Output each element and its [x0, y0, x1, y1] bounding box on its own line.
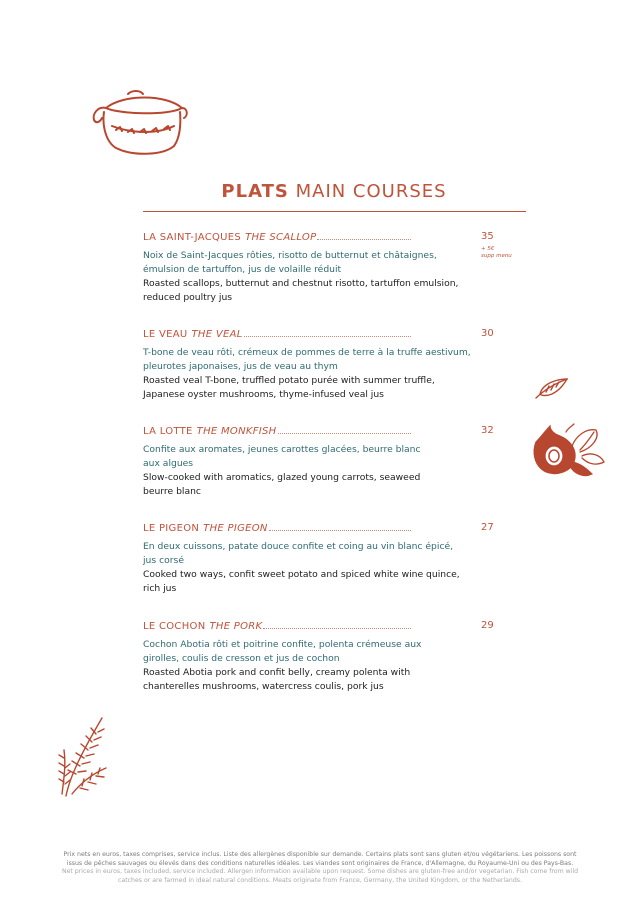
dish-name-en: THE PORK: [209, 621, 263, 632]
dish-title: [143, 620, 411, 632]
dish-name-fr: LA LOTTE: [143, 426, 193, 437]
leaf-illustration: [534, 376, 570, 400]
dish-price: 32: [481, 425, 494, 436]
fig-illustration: [530, 422, 606, 480]
dot-leader: [263, 620, 411, 629]
heading-bold: PLATS: [221, 181, 289, 202]
dish-price: 29: [481, 620, 494, 631]
footer-note-fr: Prix nets en euros, taxes comprises, service inclus. Liste des allergènes disponible sur demande. Certains plats sont sans gluten et/ou végétariens. Les poissons sont issus de pêches sauvages ou élevés dans des conditions naturelles idéales. Les viandes sont originaires de France, d'Allemagne, du Royaume-Uni ou des Pays-Bas.: [63, 851, 577, 867]
dish-description-en: Roasted scallops, butternut and chestnut risotto, tartuffon emulsion, reduced poultry jus: [143, 278, 459, 303]
dish-price: 35: [481, 231, 494, 242]
dot-leader: [244, 328, 411, 337]
dish-name-en: THE VEAL: [191, 329, 243, 340]
dish-name-en: THE MONKFISH: [196, 426, 277, 437]
supplement-label: supp menu: [481, 253, 512, 259]
dish-name-fr: LE COCHON: [143, 621, 206, 632]
dish-price: 27: [481, 522, 494, 533]
dish-name-en: THE PIGEON: [203, 523, 268, 534]
section-heading: [0, 181, 640, 202]
dish-pigeon: [143, 522, 473, 596]
dish-name-en: THE SCALLOP: [245, 232, 317, 243]
heading-light: MAIN COURSES: [295, 181, 447, 202]
dish-scallop: [143, 231, 473, 305]
dish-description-fr: Cochon Abotia rôti et poitrine confite, polenta crémeuse aux girolles, coulis de cresson et jus de cochon: [143, 639, 422, 664]
dish-name-fr: LE PIGEON: [143, 523, 200, 534]
supplement-note: [481, 246, 512, 260]
dish-description-fr: Noix de Saint-Jacques rôties, risotto de butternut et châtaignes, émulsion de tartuffon, jus de volaille réduit: [143, 250, 437, 275]
dish-description-en: Cooked two ways, confit sweet potato and spiced white wine quince, rich jus: [143, 569, 460, 594]
dish-title: [143, 231, 411, 243]
dish-name-fr: LA SAINT-JACQUES: [143, 232, 242, 243]
dish-pork: [143, 620, 473, 694]
dot-leader: [278, 425, 411, 434]
dish-description-en: Roasted Abotia pork and confit belly, creamy polenta with chanterelles mushrooms, watercress coulis, pork jus: [143, 667, 411, 692]
dish-title: [143, 328, 411, 340]
footer-notes: [60, 851, 580, 885]
cooking-pot-illustration: [88, 86, 190, 158]
dish-title: [143, 522, 411, 534]
dish-veal: [143, 328, 473, 402]
dot-leader: [269, 522, 411, 531]
dot-leader: [317, 231, 411, 240]
supplement-amount: + 5€: [481, 246, 495, 252]
dish-description-fr: En deux cuissons, patate douce confite et coing au vin blanc épicé, jus corsé: [143, 541, 454, 566]
dish-description-fr: T-bone de veau rôti, crémeux de pommes de terre à la truffe aestivum, pleurotes japonaises, jus de veau au thym: [143, 347, 471, 372]
dish-title: [143, 425, 411, 437]
dish-description-en: Roasted veal T-bone, truffled potato purée with summer truffle, Japanese oyster mushrooms, thyme-infused veal jus: [143, 375, 435, 400]
dish-description-fr: Confite aux aromates, jeunes carottes glacées, beurre blanc aux algues: [143, 444, 421, 469]
dish-monkfish: [143, 425, 473, 499]
dish-price: 30: [481, 328, 494, 339]
heading-divider: [143, 211, 526, 212]
dish-name-fr: LE VEAU: [143, 329, 188, 340]
dish-description-en: Slow-cooked with aromatics, glazed young carrots, seaweed beurre blanc: [143, 472, 421, 497]
footer-note-en: Net prices in euros, taxes included, service included. Allergen information available upon request. Some dishes are gluten-free and/or vegetarian. Fish come from wild catches or are farmed in ideal natural conditions. Meats originate from France, Germany, the United Kingdom, or the Netherlands.: [61, 868, 579, 884]
rosemary-illustration: [56, 712, 114, 798]
